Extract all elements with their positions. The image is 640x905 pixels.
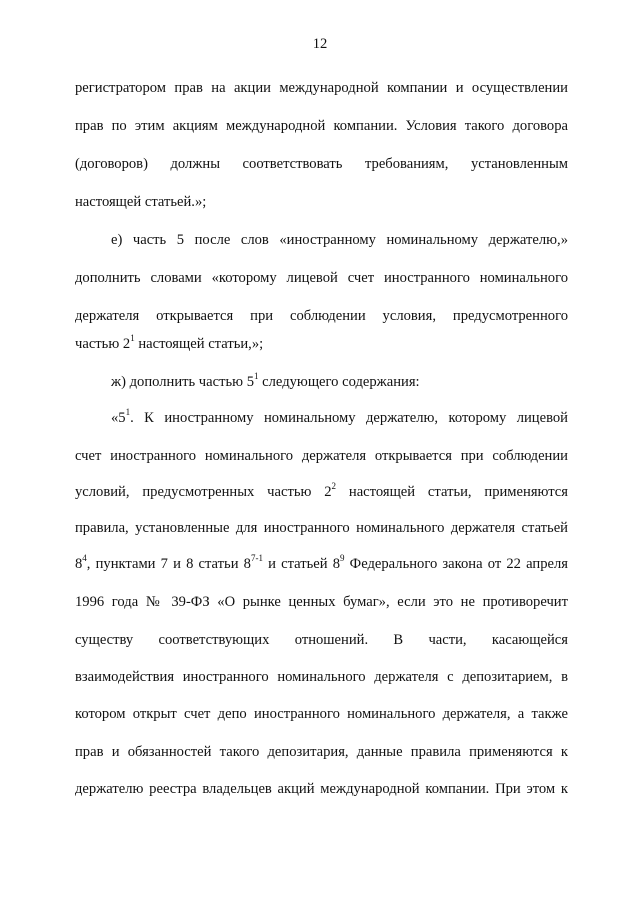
- text-line: $8^4$, пунктами 7 и 8 статьи 8$^{7-1}$ и статьей $8^9$ Федерального закона от 22 апреля: [75, 553, 569, 572]
- text-line: держателя открывается при соблюдении условия, предусмотренного: [75, 308, 568, 324]
- superscript: 4: [82, 553, 87, 564]
- text-line: прав по этим акциям международной компании. Условия такого договора: [75, 118, 568, 134]
- text-line: дополнить словами «которому лицевой счет иностранного номинального: [75, 270, 568, 286]
- text-line: существу соответствующих отношений. В части, касающейся: [75, 632, 568, 648]
- page-number: 12: [312, 36, 328, 52]
- text-line: е) часть 5 после слов «иностранному номинальному держателю,»: [111, 232, 568, 248]
- text-line: котором открыт счет депо иностранного номинального держателя, а также: [75, 706, 568, 722]
- text-line: (договоров) должны соответствовать требованиям, установленным: [75, 156, 568, 172]
- text-line: 1996 года № 39-ФЗ «О рынке ценных бумаг», если это не противоречит: [75, 594, 568, 610]
- text-line: прав и обязанностей такого депозитария, данные правила применяются к: [75, 744, 568, 760]
- text-line: условий, предусмотренных частью $2^2$ настоящей статьи, применяются: [75, 481, 569, 500]
- superscript: 7-1: [250, 553, 263, 564]
- text-line: частью $2^1$ настоящей статьи,»;: [75, 333, 264, 352]
- superscript: 1: [125, 407, 131, 418]
- text-line: регистратором прав на акции международной компании и осуществлении: [75, 80, 568, 96]
- superscript: 1: [254, 371, 259, 382]
- text-line: счет иностранного номинального держателя открывается при соблюдении: [75, 448, 568, 464]
- text-line: взаимодействия иностранного номинального держателя с депозитарием, в: [75, 669, 568, 685]
- text-line: правила, установленные для иностранного номинального держателя статьей: [75, 520, 568, 536]
- superscript: 1: [130, 333, 135, 344]
- text-line: «$5^1$. К иностранному номинальному держателю, которому лицевой: [111, 407, 568, 426]
- text-line: настоящей статьей.»;: [75, 194, 207, 210]
- superscript: 9: [340, 553, 345, 564]
- superscript: 2: [331, 481, 337, 492]
- text-line: держателю реестра владельцев акций международной компании. При этом к: [75, 781, 568, 797]
- text-line: ж) дополнить частью $5^1$ следующего содержания:: [111, 371, 420, 390]
